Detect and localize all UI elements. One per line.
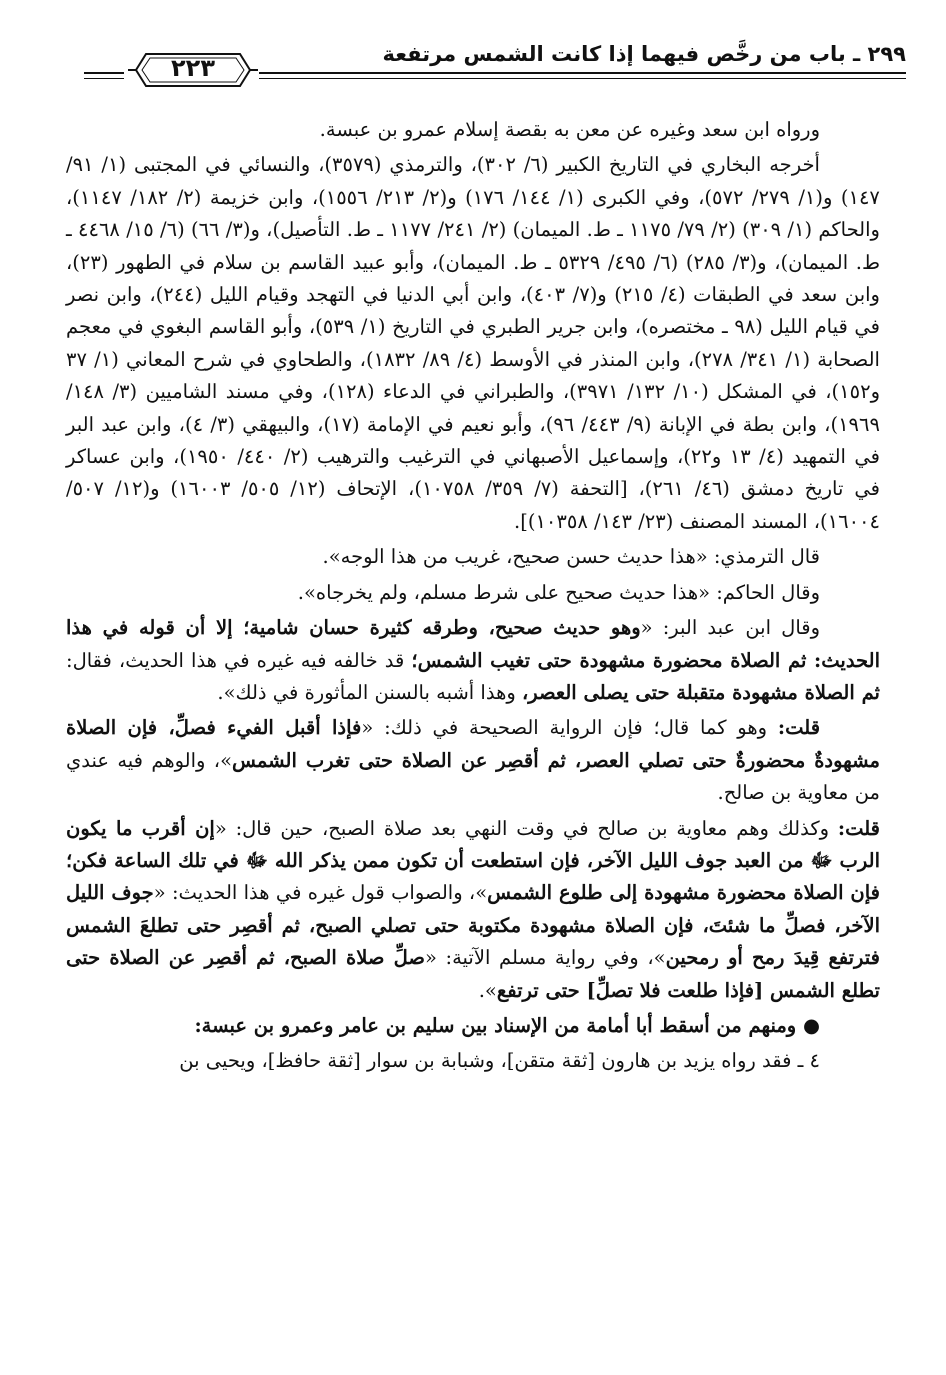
- paragraph: [66, 1045, 880, 1077]
- text-segment: ٤ ـ فقد رواه يزيد بن هارون [ثقة متقن]، وشبابة بن سوار [ثقة حافظ]، ويحيى بن: [179, 1049, 820, 1073]
- page-header: [84, 38, 906, 98]
- text-segment: »، والصواب قول غيره في هذا الحديث: «: [153, 881, 488, 905]
- paragraph: [66, 149, 880, 538]
- text-segment: »، والوهم فيه عندي من معاوية بن صالح.: [66, 748, 880, 805]
- text-segment: وقال الحاكم: «هذا حديث صحيح على شرط مسلم، ولم يخرجاه».: [297, 580, 820, 604]
- page-number-badge: [128, 48, 258, 92]
- paragraph: [66, 114, 880, 146]
- text-segment: ».: [478, 978, 497, 1002]
- page-number: ٢٢٣: [171, 54, 215, 82]
- paragraph: [66, 1010, 880, 1042]
- text-segment: ورواه ابن سعد وغيره عن معن به بقصة إسلام عمرو بن عبسة.: [319, 118, 820, 141]
- bold-text-segment: قلت:: [777, 716, 821, 740]
- text-segment: قد خالفه فيه غيره في هذا الحديث، فقال:: [66, 648, 412, 672]
- header-rule-thin: [259, 78, 906, 79]
- text-segment: وقال ابن عبد البر: «: [640, 616, 820, 640]
- paragraph: [66, 813, 880, 1007]
- paragraph: [66, 612, 880, 709]
- text-segment: »، وفي رواية مسلم الآتية: «: [424, 946, 666, 970]
- text-segment: وهو كما قال؛ فإن الرواية الصحيحة في ذلك: «: [361, 716, 778, 740]
- bold-text-segment: وهو حديث صحيح، وطرقه كثيرة حسان شامية؛ إلا أن قوله في هذا الحديث: ثم الصلاة محضورة مشهودة حتى تغيب الشمس؛: [66, 616, 881, 672]
- text-segment: وكذلك وهم معاوية بن صالح في وقت النهي بعد صلاة الصبح، حين قال: «: [214, 816, 838, 840]
- header-rule-left: [84, 72, 124, 74]
- body-text: [66, 114, 880, 1081]
- bold-text-segment: صلِّ صلاة الصبح، ثم أقصِر عن الصلاة حتى تطلع الشمس [فإذا طلعت فلا تصلِّ] حتى ترتفع: [66, 946, 880, 1002]
- paragraph: [66, 712, 880, 809]
- bold-text-segment: ● ومنهم من أسقط أبا أمامة من الإسناد بين سليم بن عامر وعمرو بن عبسة:: [194, 1013, 820, 1037]
- bold-text-segment: إن أقرب ما يكون الرب ﷻ من العبد جوف الليل الآخر، فإن استطعت أن تكون ممن يذكر الله ﷻ في تلك الساعة فكن؛ فإن الصلاة محضورة مشهودة إلى طلوع الشمس: [66, 816, 880, 905]
- paragraph: [66, 577, 880, 609]
- header-rule-left-thin: [84, 78, 124, 79]
- bold-text-segment: جوف الليل الآخر، فصلِّ ما شئتَ، فإن الصلاة مشهودة مكتوبة حتى تصلي الصبح، ثم أقصِر حتى تطلعَ الشمس فترتفع قِيدَ رمح أو رمحين: [66, 881, 880, 970]
- paragraph: [66, 541, 880, 573]
- bold-text-segment: ثم الصلاة مشهودة متقبلة حتى يصلى العصر،: [521, 680, 880, 704]
- bold-text-segment: فإذا أقبل الفيء فصلِّ، فإن الصلاة مشهودةٌ محضورةٌ حتى تصلي العصر، ثم أقصِر عن الصلاة حتى تغرب الشمس: [66, 716, 881, 772]
- running-title: ٢٩٩ ـ باب من رخَّص فيهما إذا كانت الشمس مرتفعة: [382, 42, 906, 66]
- bold-text-segment: قلت:: [837, 816, 880, 840]
- header-rule: [259, 72, 906, 74]
- text-segment: أخرجه البخاري في التاريخ الكبير (٦/ ٣٠٢)، والترمذي (٣٥٧٩)، والنسائي في المجتبى (١/ ٩١/ ١٤٧) و(١/ ٢٧٩/ ٥٧٢)، وفي الكبرى (١/ ١٤٤/ ١٧٦) و(٢/ ٢١٣/ ١٥٥٦)، وابن خزيمة (٢/ ١٨٢/ ١١٤٧)، والحاكم (١/ ٣٠٩) (٢/ ٧٩/ ١١٧٥ ـ ط. الميمان) (٢/ ٢٤١/ ١١٧٧ ـ ط. التأصيل)، و(٣/ ٦٦) (٦/ ١٥/ ٤٤٦٨ ـ ط. الميمان)، و(٣/ ٢٨٥) (٦/ ٤٩٥/ ٥٣٢٩ ـ ط. الميمان)، وأبو عبيد القاسم بن سلام في الطهور (٢٣)، وابن سعد في الطبقات (٤/ ٢١٥) و(٧/ ٤٠٣)، وابن أبي الدنيا في التهجد وقيام الليل (٢٤٤)، وابن نصر في قيام الليل (٩٨ ـ مختصره)، وابن جرير الطبري في التاريخ (١/ ٥٣٩)، وأبو القاسم البغوي في معجم الصحابة (١/ ٣٤١/ ٢٧٨)، وابن المنذر في الأوسط (٤/ ٨٩/ ١٨٣٢)، والطحاوي في شرح المعاني (١/ ٣٧ و١٥٢)، في المشكل (١٠/ ١٣٢/ ٣٩٧١)، والطبراني في الدعاء (١٢٨)، وفي مسند الشاميين (٣/ ١٤٨/ ١٩٦٩)، وابن بطة في الإبانة (٩/ ٤٤٣/ ٩٦)، وأبو نعيم في الإمامة (١٧)، والبيهقي (٣/ ٤)، وابن عبد البر في التمهيد (٤/ ١٣ و٢٢)، وإسماعيل الأصبهاني في الترغيب والترهيب (٢/ ٤٤٠/ ١٩٥٠)، وابن عساكر في تاريخ دمشق (٤٦/ ٢٦١)، [التحفة (٧/ ٣٥٩/ ١٠٧٥٨)، الإتحاف (١٢/ ٥٠٥/ ١٦٠٠٣) و(١٢/ ٥٠٧/ ١٦٠٠٤)، المسند المصنف (٢٣/ ١٤٣/ ١٠٣٥٨)].: [66, 153, 880, 533]
- text-segment: قال الترمذي: «هذا حديث حسن صحيح، غريب من هذا الوجه».: [322, 545, 820, 569]
- text-segment: وهذا أشبه بالسنن المأثورة في ذلك».: [217, 680, 522, 704]
